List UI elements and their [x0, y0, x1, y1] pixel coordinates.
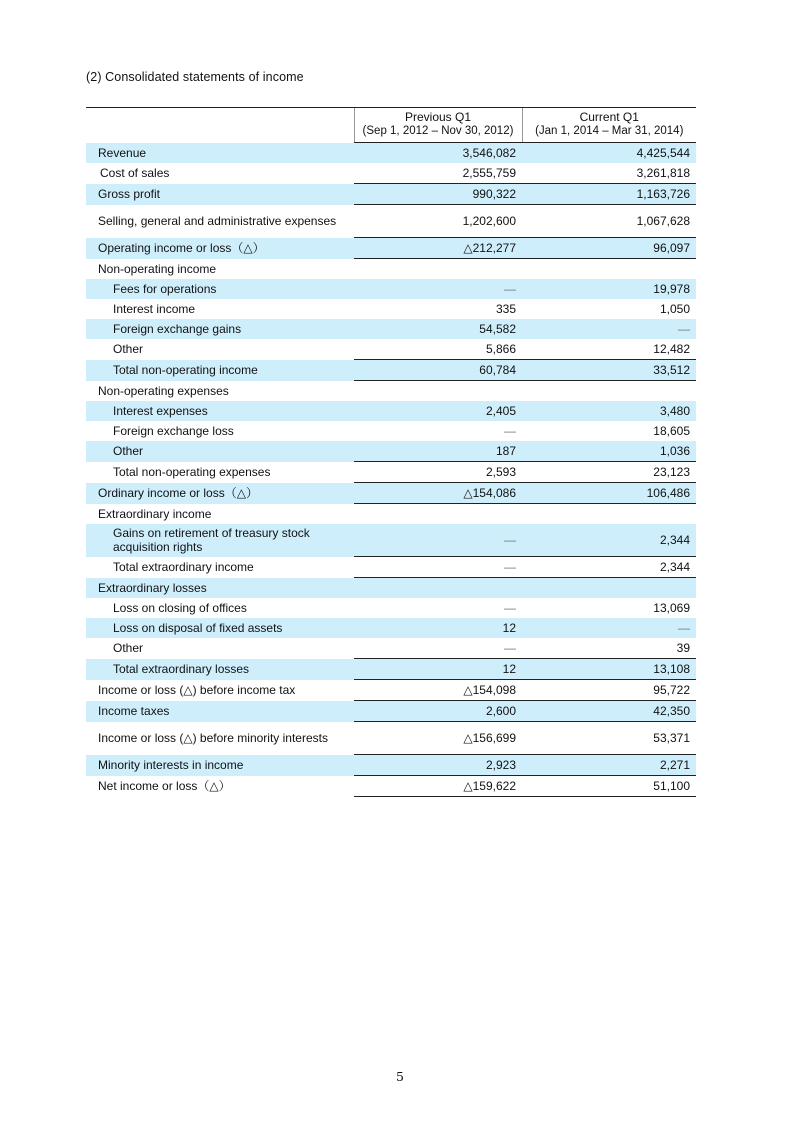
row-previous-value: ― [354, 638, 522, 659]
row-current-value: 96,097 [522, 238, 696, 259]
table-row [86, 205, 696, 238]
row-previous-value: △154,086 [354, 483, 522, 504]
row-current-value: 2,271 [522, 755, 696, 776]
row-previous-value: 990,322 [354, 184, 522, 205]
row-current-value: 42,350 [522, 701, 696, 722]
row-label: Other [113, 342, 144, 357]
row-label: Gains on retirement of treasury stock acquisition rights [86, 524, 354, 557]
row-label: Income or loss (△) before income tax [98, 683, 296, 697]
row-current-value [522, 381, 696, 402]
row-label: Loss on closing of offices [113, 601, 247, 615]
table-row [86, 618, 696, 638]
table-row [86, 238, 696, 259]
row-label: Ordinary income or loss（△） [86, 483, 354, 504]
row-current-value [522, 578, 696, 599]
row-label: Total non-operating expenses [113, 465, 271, 479]
row-previous-value: ― [504, 601, 516, 615]
row-label: Foreign exchange loss [113, 424, 234, 438]
row-current-value: 1,067,628 [522, 205, 696, 238]
row-label: Operating income or loss（△） [86, 238, 354, 259]
row-previous-value: 2,555,759 [354, 163, 522, 184]
row-previous-value: 187 [354, 441, 522, 462]
table-row [86, 299, 696, 319]
row-label: Interest expenses [86, 401, 354, 421]
row-current-value: 1,036 [522, 441, 696, 462]
row-previous-value: ― [354, 557, 522, 578]
row-label: Non-operating expenses [98, 383, 229, 398]
table-row [86, 483, 696, 504]
row-label: Income or loss (△) before minority interests [98, 731, 328, 745]
row-current-value: 19,978 [522, 279, 696, 299]
table-row [86, 557, 696, 578]
row-previous-value: 12 [354, 618, 522, 638]
table-row [86, 524, 696, 557]
row-previous-value: ― [354, 524, 522, 557]
row-label: Total extraordinary losses [86, 659, 354, 680]
row-current-value: 18,605 [653, 424, 690, 438]
table-row [86, 184, 696, 205]
header-previous-period: (Sep 1, 2012 – Nov 30, 2012) [362, 125, 514, 137]
row-previous-value: △156,699 [354, 722, 522, 755]
row-previous-value [354, 578, 522, 599]
row-current-value: 4,425,544 [522, 143, 696, 164]
row-previous-value: 2,593 [354, 462, 522, 483]
row-current-value: 106,486 [522, 483, 696, 504]
row-current-value: 33,512 [522, 360, 696, 381]
table-row [86, 381, 696, 402]
row-label: Net income or loss（△） [98, 779, 231, 793]
row-current-value: 2,344 [522, 557, 696, 578]
row-current-value: 3,480 [522, 401, 696, 421]
row-label: Interest income [113, 302, 196, 316]
page-number: 5 [396, 1069, 404, 1084]
header-current-period: (Jan 1, 2014 – Mar 31, 2014) [535, 125, 684, 137]
row-current-value: 13,108 [522, 659, 696, 680]
row-label: Total extraordinary income [113, 560, 254, 574]
row-current-value: ― [522, 618, 696, 638]
row-previous-value: 3,546,082 [354, 143, 522, 164]
row-previous-value [354, 259, 522, 280]
table-row [86, 701, 696, 722]
table-row [86, 163, 696, 184]
row-current-value [522, 259, 696, 280]
table-header-row [86, 108, 696, 143]
row-label: Loss on disposal of fixed assets [86, 618, 354, 638]
row-previous-value: ― [354, 279, 522, 299]
row-label: Revenue [86, 143, 354, 164]
header-previous [354, 108, 522, 143]
row-previous-value: △159,622 [354, 776, 522, 797]
table-row [86, 776, 696, 797]
row-previous-value: ― [504, 424, 516, 438]
row-current-value: 12,482 [522, 339, 696, 360]
header-current [522, 108, 696, 143]
header-blank [86, 108, 354, 143]
row-current-value: 1,163,726 [522, 184, 696, 205]
row-current-value: 95,722 [522, 680, 696, 701]
row-current-value: 51,100 [522, 776, 696, 797]
table-row [86, 659, 696, 680]
section-title: (2) Consolidated statements of income [86, 70, 304, 84]
row-current-value: 1,050 [659, 302, 690, 316]
row-current-value: 39 [522, 638, 696, 659]
row-previous-value: 2,405 [354, 401, 522, 421]
row-label: Cost of sales [100, 166, 170, 181]
row-previous-value [354, 381, 522, 402]
table-row [86, 421, 696, 441]
row-previous-value: 5,866 [354, 339, 522, 360]
table-row [86, 319, 696, 339]
income-statement-table [86, 108, 696, 797]
row-label: Foreign exchange gains [86, 319, 354, 339]
row-current-value [522, 504, 696, 525]
row-previous-value: 12 [354, 659, 522, 680]
table-row [86, 578, 696, 599]
row-previous-value: 60,784 [354, 360, 522, 381]
row-label: Selling, general and administrative expenses [98, 214, 337, 228]
table-row [86, 462, 696, 483]
row-label: Other [86, 441, 354, 462]
row-previous-value: 54,582 [354, 319, 522, 339]
row-label: Gross profit [86, 184, 354, 205]
table-row [86, 680, 696, 701]
table-row [86, 504, 696, 525]
row-current-value: 53,371 [522, 722, 696, 755]
row-label: Fees for operations [86, 279, 354, 299]
row-label: Income taxes [86, 701, 354, 722]
row-previous-value: △212,277 [354, 238, 522, 259]
table-row [86, 279, 696, 299]
row-current-value: 13,069 [653, 601, 690, 615]
row-label: Extraordinary losses [86, 578, 354, 599]
table-row [86, 339, 696, 360]
table-row [86, 259, 696, 280]
row-label: Other [113, 641, 144, 656]
table-row [86, 722, 696, 755]
row-previous-value: 1,202,600 [354, 205, 522, 238]
table-row [86, 638, 696, 659]
row-previous-value: 335 [495, 302, 516, 316]
row-current-value: ― [522, 319, 696, 339]
row-label: Minority interests in income [86, 755, 354, 776]
row-previous-value: △154,098 [354, 680, 522, 701]
row-previous-value: 2,923 [354, 755, 522, 776]
row-current-value: 23,123 [522, 462, 696, 483]
table-row [86, 401, 696, 421]
header-current-label: Current Q1 [579, 110, 639, 124]
row-label: Non-operating income [98, 261, 217, 276]
table-row [86, 598, 696, 618]
header-previous-label: Previous Q1 [404, 110, 472, 124]
table-row [86, 441, 696, 462]
row-current-value: 3,261,818 [522, 163, 696, 184]
table-row [86, 143, 696, 164]
row-previous-value [354, 504, 522, 525]
row-current-value: 2,344 [522, 524, 696, 557]
row-label: Total non-operating income [86, 360, 354, 381]
row-previous-value: 2,600 [354, 701, 522, 722]
row-label: Extraordinary income [98, 506, 212, 521]
table-row [86, 755, 696, 776]
table-row [86, 360, 696, 381]
